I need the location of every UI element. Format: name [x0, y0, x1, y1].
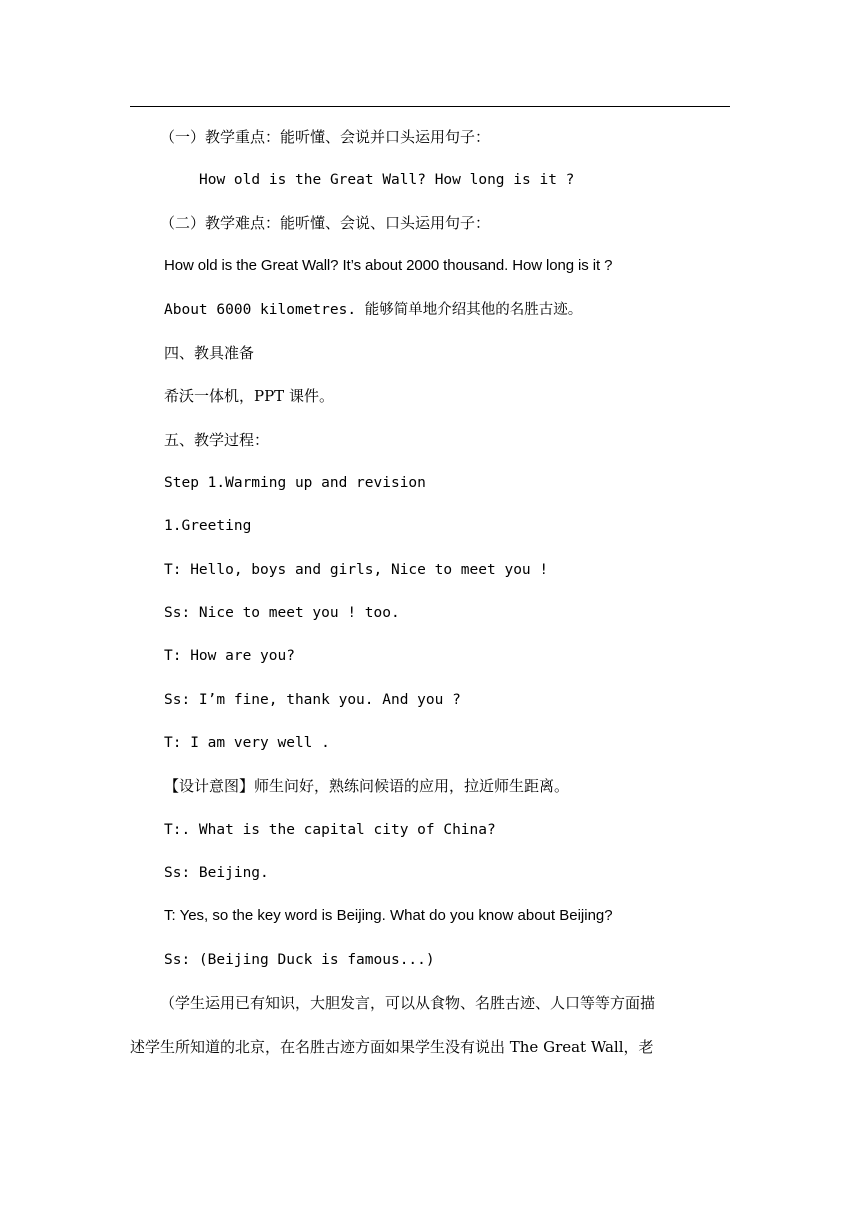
dialogue-line: T: I am very well . [164, 735, 330, 751]
dialogue-line: Ss: (Beijing Duck is famous...) [164, 952, 435, 968]
text-line: （学生运用已有知识，大胆发言，可以从食物、名胜古迹、人口等等方面描 [160, 994, 656, 1012]
text-line: How old is the Great Wall? How long is it ? [199, 172, 575, 188]
header-rule [130, 106, 730, 107]
text-line: About 6000 kilometres. 能够简单地介绍其他的名胜古迹。 [164, 302, 583, 318]
dialogue-line: Ss: Beijing. [164, 865, 269, 881]
dialogue-line: Ss: Nice to meet you ! too. [164, 605, 400, 621]
design-intent-note: 【设计意图】师生问好，熟练问候语的应用，拉近师生距离。 [164, 777, 570, 795]
text-line: （二）教学难点：能听懂、会说、口头运用句子： [160, 214, 491, 232]
dialogue-line: T: Hello, boys and girls, Nice to meet you ! [164, 562, 549, 578]
text-line: 1.Greeting [164, 518, 252, 534]
text-line: 希沃一体机，PPT 课件。 [164, 387, 334, 405]
dialogue-line: Ss: I’m fine, thank you. And you ? [164, 692, 461, 708]
section-heading: 五、教学过程： [164, 431, 270, 449]
text-line: 述学生所知道的北京，在名胜古迹方面如果学生没有说出 The Great Wall，老 [130, 1038, 654, 1056]
text-line: How old is the Great Wall? It’s about 2000 thousand. How long is it ? [164, 257, 613, 274]
dialogue-line: T:. What is the capital city of China? [164, 822, 496, 838]
dialogue-line: T: How are you? [164, 648, 295, 664]
text-line: （一）教学重点：能听懂、会说并口头运用句子： [160, 128, 491, 146]
dialogue-line: T: Yes, so the key word is Beijing. What do you know about Beijing? [164, 907, 613, 924]
section-heading: 四、教具准备 [164, 344, 255, 362]
text-line: Step 1.Warming up and revision [164, 475, 426, 491]
